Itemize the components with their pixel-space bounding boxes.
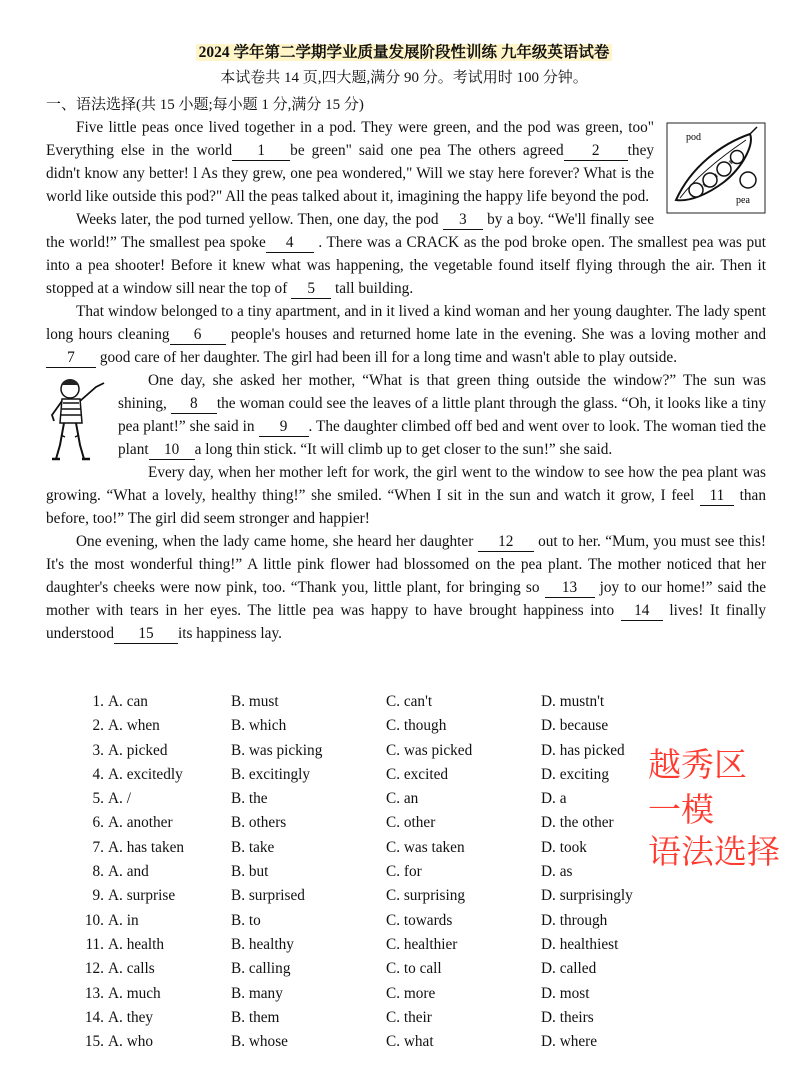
exam-title: 2024 学年第二学期学业质量发展阶段性训练 九年级英语试卷	[0, 40, 808, 62]
option-row	[78, 887, 678, 911]
question-number: 13.	[84, 984, 104, 1002]
option-b: B. others	[231, 814, 287, 832]
option-b: B. whose	[231, 1033, 288, 1051]
exam-subtitle: 本试卷共 14 页,四大题,满分 90 分。考试用时 100 分钟。	[220, 70, 588, 86]
blank-11: 11	[700, 487, 734, 506]
option-b: B. must	[231, 693, 279, 710]
option-d: D. called	[541, 960, 597, 978]
question-number: 15.	[84, 1033, 104, 1051]
option-b: B. the	[231, 790, 268, 808]
blank-5: 5	[291, 280, 331, 299]
option-row	[78, 814, 678, 838]
option-row	[78, 936, 678, 960]
paragraph-2: Weeks later, the pod turned yellow. Then, one day, the pod 3 by a boy. “We'll finally see the world!” The smallest pea spoke 4 . There was a CRACK as the pod broke open. The smallest pea was put into a pea shooter! Before it knew what was happening, the vegetable found itself flying through the air. Then it stopped at a window sill near the top of 5 tall building.	[46, 211, 767, 297]
option-b: B. to	[231, 911, 261, 929]
blank-9: 9	[259, 418, 309, 437]
blank-14: 14	[621, 602, 663, 621]
question-number: 4.	[92, 765, 104, 783]
option-row	[78, 790, 678, 814]
option-a: A. has taken	[108, 838, 185, 856]
blank-6: 6	[170, 326, 226, 345]
option-c: C. healthier	[386, 935, 458, 953]
option-a: A. surprise	[108, 887, 176, 905]
option-row	[78, 717, 678, 741]
option-d: D. exciting	[541, 765, 609, 783]
section-heading: 一、语法选择(共 15 小题;每小题 1 分,满分 15 分)	[46, 97, 364, 113]
option-c: C. surprising	[386, 887, 466, 905]
option-b: B. healthy	[231, 935, 294, 953]
pea-pod-illustration	[666, 122, 766, 214]
option-row	[78, 742, 678, 766]
option-a: A. picked	[108, 741, 168, 759]
option-row	[78, 985, 678, 1009]
annotation-district: 越秀区	[648, 745, 747, 784]
option-b: B. which	[231, 717, 287, 735]
option-c: C. other	[386, 814, 436, 832]
option-a: A. and	[108, 863, 149, 881]
option-row	[78, 912, 678, 936]
blank-3: 3	[443, 211, 483, 230]
option-row	[78, 693, 678, 717]
option-b: B. surprised	[231, 887, 305, 905]
option-row	[78, 863, 678, 887]
question-number: 1.	[92, 693, 104, 710]
blank-2: 2	[564, 142, 628, 161]
question-number: 6.	[92, 814, 104, 832]
blank-7: 7	[46, 349, 96, 368]
option-a: A. calls	[108, 960, 155, 978]
option-c: C. though	[386, 717, 447, 735]
paragraph-3: That window belonged to a tiny apartment, and in it lived a kind woman and her young daughter. The lady spent long hours cleaning 6 people's houses and returned home late in the evening. She was a loving mother and 7 good care of her daughter. The girl had been ill for a long time and wasn't able to play outside.	[46, 303, 766, 366]
option-a: A. in	[108, 911, 139, 929]
option-c: C. their	[386, 1008, 432, 1026]
annotation-topic: 语法选择	[648, 832, 780, 871]
question-number: 9.	[92, 887, 104, 905]
question-number: 8.	[92, 863, 104, 881]
option-a: A. can	[108, 693, 148, 710]
option-a: A. much	[108, 984, 161, 1002]
option-c: C. to call	[386, 960, 442, 978]
option-a: A. who	[108, 1033, 154, 1051]
option-b: B. excitingly	[231, 765, 311, 783]
blank-15: 15	[114, 625, 178, 644]
option-d: D. the other	[541, 814, 614, 832]
paragraph-1: pod pea Five little peas once lived together in a pod. They were green, and the pod was green, too" Everything else in the world 1 be green" said one pea The others agreed 2 they didn't know any better! l As they grew, one pea wondered," Will we stay here forever? What is the world like outside this pod?" All the peas talked about it, imagining the happy life beyond the pod.	[46, 116, 766, 208]
option-c: C. was taken	[386, 838, 465, 856]
paragraph-6: One evening, when the lady came home, she heard her daughter 12 out to her. “Mum, you must see this! It's the most wonderful thing!” A little pink flower had blossomed on the pea plant. The mother noticed that her daughter's cheeks were now pink, too. “Thank you, little plant, for bringing so 13 joy to our home!” said the mother with tears in her eyes. The little pea was happy to have brought happiness into 14 lives! It finally understood 15 its happiness lay.	[46, 533, 767, 642]
option-row	[78, 1033, 678, 1057]
option-c: C. what	[386, 1033, 434, 1051]
blank-1: 1	[232, 142, 290, 161]
option-a: A. excitedly	[108, 765, 183, 783]
option-d: D. surprisingly	[541, 887, 633, 905]
pod-label: pod	[686, 132, 701, 143]
option-row	[78, 960, 678, 984]
pea-label: pea	[736, 195, 750, 206]
annotation-exam: 一模	[648, 790, 714, 829]
blank-12: 12	[478, 533, 534, 552]
option-a: A. they	[108, 1008, 154, 1026]
option-a: A. health	[108, 935, 165, 953]
blank-4: 4	[266, 234, 314, 253]
question-number: 11.	[85, 935, 104, 953]
blank-10: 10	[149, 441, 195, 460]
option-b: B. many	[231, 984, 283, 1002]
question-number: 12.	[84, 960, 104, 978]
answer-options	[78, 693, 678, 1057]
option-b: B. but	[231, 863, 269, 881]
option-c: C. excited	[386, 765, 449, 783]
option-b: B. was picking	[231, 741, 323, 759]
option-d: D. because	[541, 717, 609, 735]
option-d: D. took	[541, 838, 587, 856]
option-row	[78, 1009, 678, 1033]
option-a: A. when	[108, 717, 160, 735]
question-number: 3.	[92, 741, 104, 759]
option-b: B. calling	[231, 960, 291, 978]
question-number: 10.	[84, 911, 104, 929]
question-number: 2.	[92, 717, 104, 735]
option-a: A. /	[108, 790, 131, 808]
paragraph-4: One day, she asked her mother, “What is that green thing outside the window?” The sun was shining, 8 the woman could see the leaves of a little plant through the glass. “Oh, it looks like a tiny pea plant!” she said in 9 . The daughter climbed off bed and went over to look. The woman tied the plant 10 a long thin stick. “It will climb up to get closer to the sun!” she said.	[46, 369, 766, 461]
option-d: D. through	[541, 911, 608, 929]
question-number: 14.	[84, 1008, 104, 1026]
option-d: D. where	[541, 1033, 598, 1051]
option-c: C. can't	[386, 693, 433, 710]
option-c: C. more	[386, 984, 436, 1002]
option-c: C. for	[386, 863, 422, 881]
boy-illustration	[46, 373, 108, 465]
option-d: D. most	[541, 984, 590, 1002]
option-d: D. healthiest	[541, 935, 619, 953]
blank-8: 8	[171, 395, 217, 414]
option-row	[78, 839, 678, 863]
question-number: 7.	[92, 838, 104, 856]
option-d: D. theirs	[541, 1008, 594, 1026]
option-c: C. towards	[386, 911, 453, 929]
option-d: D. a	[541, 790, 567, 808]
option-d: D. mustn't	[541, 693, 605, 710]
blank-13: 13	[545, 579, 595, 598]
option-c: C. an	[386, 790, 419, 808]
option-a: A. another	[108, 814, 173, 832]
question-number: 5.	[92, 790, 104, 808]
option-b: B. them	[231, 1008, 280, 1026]
option-d: D. has picked	[541, 741, 625, 759]
option-row	[78, 766, 678, 790]
option-d: D. as	[541, 863, 573, 881]
cloze-passage	[46, 116, 766, 645]
paragraph-5: Every day, when her mother left for work, the girl went to the window to see how the pea plant was growing. “What a lovely, healthy thing!” she smiled. “When I sit in the sun and watch it grow, I feel 11 than before, too!” The girl did seem stronger and happier!	[46, 464, 766, 527]
option-c: C. was picked	[386, 741, 473, 759]
option-b: B. take	[231, 838, 275, 856]
